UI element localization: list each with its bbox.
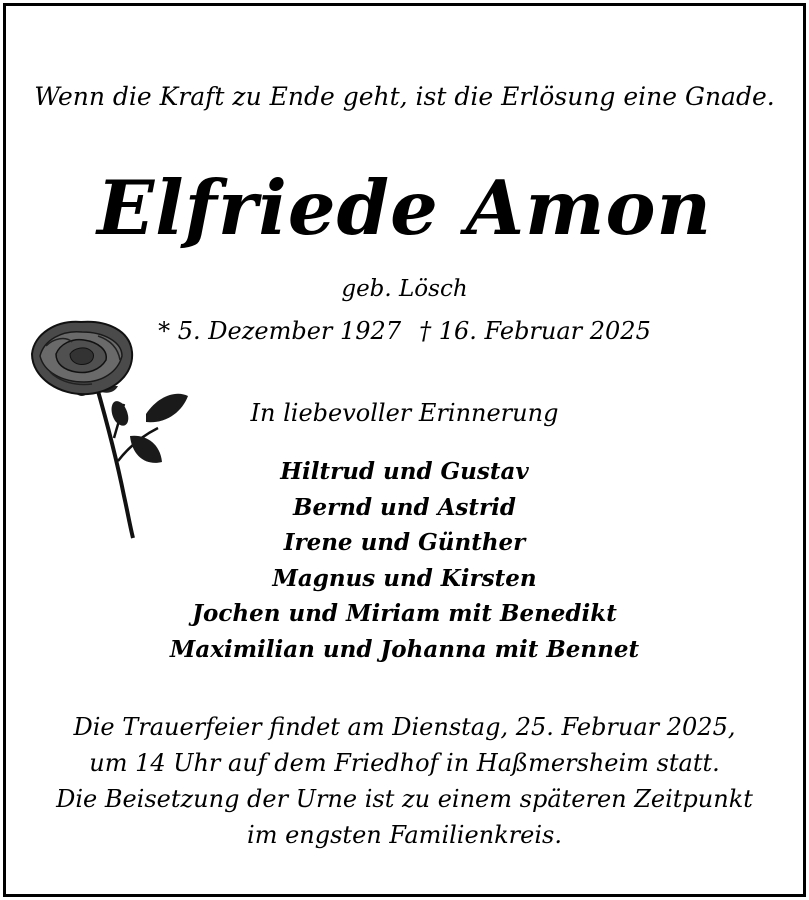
birth-date: * 5. Dezember 1927 (158, 317, 402, 345)
notice-line: im engsten Familienkreis. (247, 821, 562, 849)
memory-line: In liebevoller Erinnerung (250, 399, 559, 427)
mourner: Maximilian und Johanna mit Bennet (169, 635, 640, 663)
notice-line: Die Trauerfeier findet am Dienstag, 25. Februar 2025, (73, 713, 736, 741)
deceased-name: Elfriede Amon (96, 164, 712, 252)
motto: Wenn die Kraft zu Ende geht, ist die Erlösung eine Gnade. (34, 82, 775, 111)
funeral-notice (6, 709, 803, 853)
mourner: Irene und Günther (283, 529, 526, 556)
rose-icon (26, 316, 196, 541)
mourner: Magnus und Kirsten (272, 564, 537, 592)
obituary-frame (3, 3, 806, 897)
notice-line: Die Beisetzung der Urne ist zu einem späteren Zeitpunkt (56, 785, 753, 813)
mourner: Bernd und Astrid (293, 493, 516, 521)
mourner: Jochen und Miriam mit Benedikt (192, 600, 617, 627)
notice-line: um 14 Uhr auf dem Friedhof in Haßmersheim statt. (89, 749, 720, 777)
birth-name: geb. Lösch (341, 276, 468, 302)
death-date: † 16. Februar 2025 (419, 317, 651, 345)
mourner: Hiltrud und Gustav (280, 458, 529, 485)
